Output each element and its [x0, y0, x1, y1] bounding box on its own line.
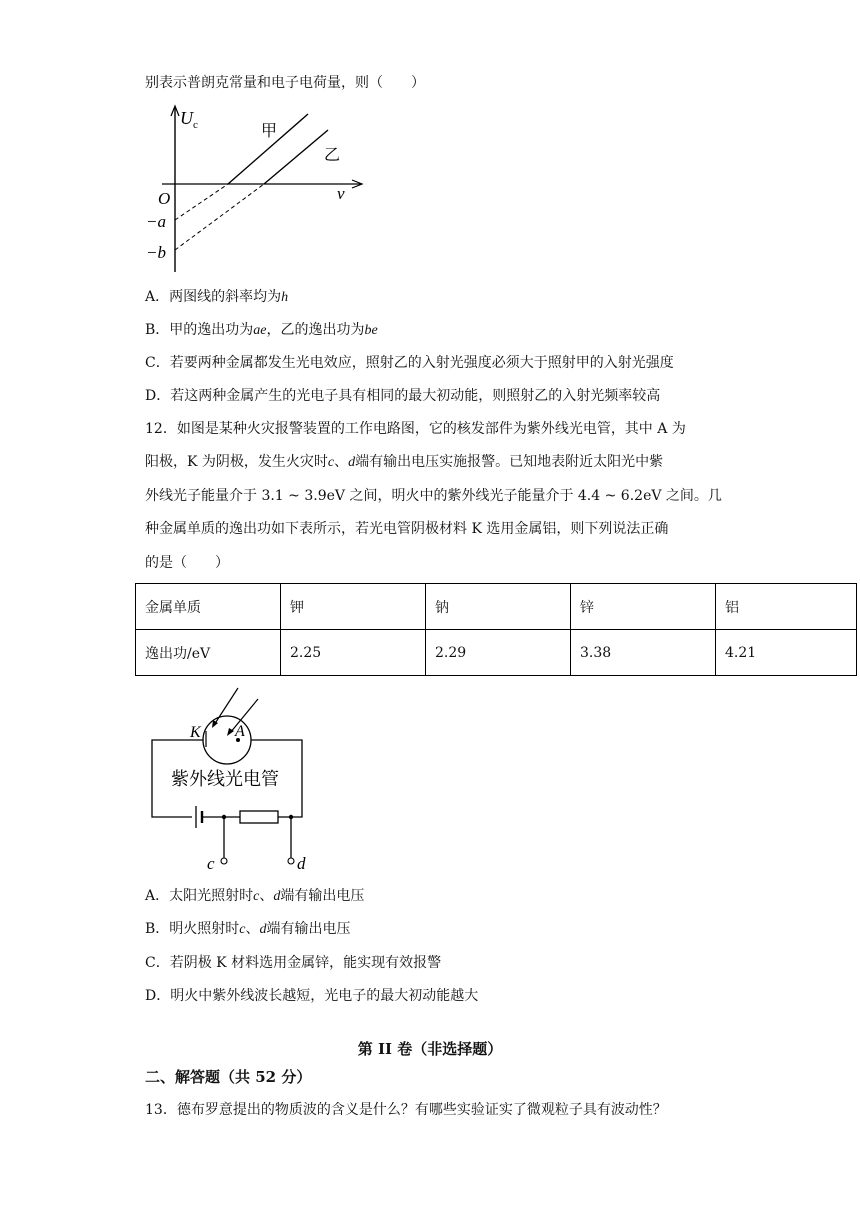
table-cell: 2.25: [281, 630, 426, 676]
tube-name-label: 紫外线光电管: [171, 769, 279, 789]
table-header-row: [136, 584, 857, 630]
line-yi-label: 乙: [324, 147, 341, 164]
part2-title: 第 II 卷（非选择题）: [357, 1040, 503, 1058]
q12-stem-line3: 外线光子能量介于 3.1 ~ 3.9eV 之间，明火中的紫外线光子能量介于 4.4 ~ 6.2eV 之间。几: [145, 488, 722, 504]
table-cell: 钾: [281, 584, 426, 630]
anode-a-label: A: [235, 723, 245, 740]
y-axis-subscript: c: [193, 119, 198, 131]
q11-option-d: D．若这两种金属产生的光电子具有相同的最大初动能，则照射乙的入射光频率较高: [145, 388, 661, 404]
q12-option-c: C．若阴极 K 材料选用金属锌，能实现有效报警: [145, 955, 442, 971]
q12-option-d: D．明火中紫外线波长越短，光电子的最大初动能越大: [145, 988, 479, 1004]
q12-option-a: A．太阳光照射时c、d端有输出电压: [145, 888, 365, 904]
q12-option-b: B．明火照射时c、d端有输出电压: [145, 921, 351, 937]
table-cell: 金属单质: [136, 584, 281, 630]
work-function-table: [135, 583, 857, 676]
table-cell: 4.21: [716, 630, 857, 676]
cathode-k-label: K: [190, 724, 201, 741]
q11-stem-tail: 别表示普朗克常量和电子电荷量，则（ ）: [145, 75, 425, 91]
origin-label: O: [158, 189, 171, 208]
table-cell: 2.29: [426, 630, 571, 676]
table-cell: 逸出功/eV: [136, 630, 281, 676]
q12-stem-line2: 阳极，K 为阴极，发生火灾时c、d端有输出电压实施报警。已知地表附近太阳光中紫: [145, 454, 664, 470]
table-cell: 锌: [571, 584, 716, 630]
line-jia-label: 甲: [261, 123, 278, 140]
q11-option-c: C．若要两种金属都发生光电效应，照射乙的入射光强度必须大于照射甲的入射光强度: [145, 355, 674, 371]
table-row: [136, 630, 857, 676]
y-axis-label: U: [180, 108, 193, 128]
terminal-c-label: c: [207, 854, 215, 873]
q11-option-b: B．甲的逸出功为ae，乙的逸出功为be: [145, 322, 378, 338]
table-cell: 钠: [426, 584, 571, 630]
terminal-d-label: d: [297, 854, 306, 873]
neg-a-label: −a: [146, 212, 166, 231]
q12-stem-line5: 的是（ ）: [145, 555, 229, 571]
q11-uc-frequency-graph: [140, 100, 380, 280]
uv-phototube-circuit-diagram: [140, 685, 340, 875]
x-axis-label: v: [337, 184, 345, 203]
table-cell: 3.38: [571, 630, 716, 676]
neg-b-label: −b: [146, 243, 166, 262]
q13-stem: 13．德布罗意提出的物质波的含义是什么？有哪些实验证实了微观粒子具有波动性？: [145, 1102, 667, 1118]
part2-section-heading: 二、解答题（共 52 分）: [145, 1068, 312, 1086]
q11-option-a: A．两图线的斜率均为h: [145, 289, 289, 305]
q12-stem-line1: 12．如图是某种火灾报警装置的工作电路图，它的核发部件为紫外线光电管，其中 A 为: [145, 421, 686, 437]
q12-stem-line4: 种金属单质的逸出功如下表所示，若光电管阴极材料 K 选用金属铝，则下列说法正确: [145, 521, 669, 537]
table-cell: 铝: [716, 584, 857, 630]
